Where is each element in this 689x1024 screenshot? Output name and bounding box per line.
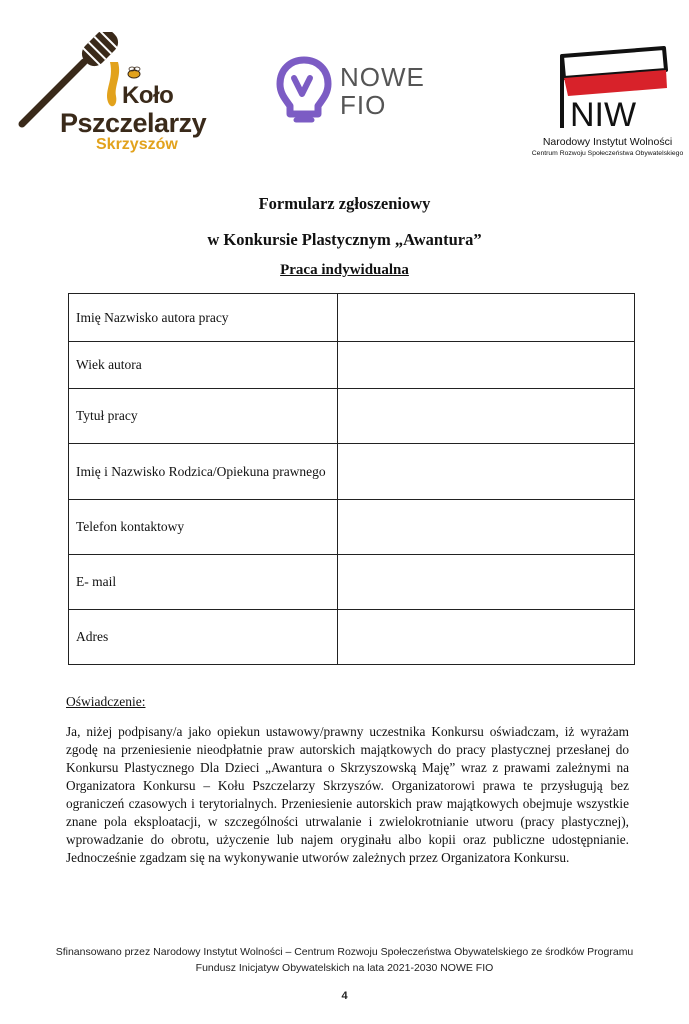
form-row-work-title (69, 389, 635, 444)
form-row-guardian-name (69, 444, 635, 500)
niw-logo-subtitle: Centrum Rozwoju Społeczeństwa Obywatelskiego (531, 150, 684, 157)
kolo-logo-line3: Skrzyszów (96, 136, 178, 153)
kolo-logo-line2: Pszczelarzy (60, 108, 207, 138)
form-label: Wiek autora (69, 342, 338, 389)
niw-logo (530, 44, 685, 164)
form-row-phone (69, 500, 635, 555)
form-row-author-name (69, 294, 635, 342)
author-age-field[interactable] (337, 342, 634, 389)
form-label: Tytuł pracy (69, 389, 338, 444)
form-subtitle: Praca indywidualna (280, 262, 409, 278)
form-label: E- mail (69, 555, 338, 610)
niw-logo-name: Narodowy Instytut Wolności (542, 136, 673, 148)
declaration-text: Ja, niżej podpisany/a jako opiekun ustawowy/prawny uczestnika Konkursu oświadczam, iż wyrażam zgodę na przeniesienie nieodpłatnie praw autorskich majątkowych do pracy plastycznej przesłanej do Konkursu Plastycznego Dla Dzieci „Awantura o Skrzyszowską Maję” wraz z prawami zależnymi na Organizatora Konkursu – Kołu Pszczelarzy Skrzyszów. Organizatorowi prawa te przysługują bez ograniczeń czasowych i terytorialnych. Przeniesienie autorskich praw majątkowych obejmuje wszystkie znane pola eksploatacji, w szczególności utrwalanie i zwielokrotnianie utworu (pracy plastycznej), wprowadzanie do obrotu, użyczenie lub najem oryginału albo kopii oraz publiczne udostępnianie. Jednocześnie zgadzam się na wykonywanie utworów zależnych przez Organizatora Konkursu. (66, 724, 629, 865)
funding-note-line1: Sfinansowano przez Narodowy Instytut Wolności – Centrum Rozwoju Społeczeństwa Obywatelskiego ze środków Programu (55, 946, 634, 958)
form-label: Telefon kontaktowy (69, 500, 338, 555)
form-label: Imię Nazwisko autora pracy (69, 294, 338, 342)
work-title-field[interactable] (337, 389, 634, 444)
application-form-table (68, 293, 635, 665)
phone-field[interactable] (337, 500, 634, 555)
form-label: Imię i Nazwisko Rodzica/Opiekuna prawnego (69, 444, 338, 500)
flag-icon (546, 44, 671, 130)
contest-title: w Konkursie Plastycznym „Awantura” (207, 230, 482, 249)
nowe-fio-logo (276, 54, 436, 124)
address-field[interactable] (337, 610, 634, 665)
funding-note-line2: Fundusz Inicjatyw Obywatelskich na lata 2021-2030 NOWE FIO (195, 962, 494, 974)
form-title: Formularz zgłoszeniowy (258, 194, 431, 213)
fio-logo-line2: FIO (340, 90, 387, 120)
form-row-author-age (69, 342, 635, 389)
lightbulb-icon (276, 54, 336, 124)
email-field[interactable] (337, 555, 634, 610)
guardian-name-field[interactable] (337, 444, 634, 500)
kolo-logo-line1: Koło (122, 82, 174, 109)
form-label: Adres (69, 610, 338, 665)
declaration-heading: Oświadczenie: (66, 694, 146, 709)
form-row-address (69, 610, 635, 665)
fio-logo-line1: NOWE (340, 62, 425, 92)
kolo-pszczelarzy-logo (14, 32, 234, 154)
page-number: 4 (341, 990, 348, 1002)
author-name-field[interactable] (337, 294, 634, 342)
form-row-email (69, 555, 635, 610)
niw-mark: NIW (570, 96, 637, 130)
